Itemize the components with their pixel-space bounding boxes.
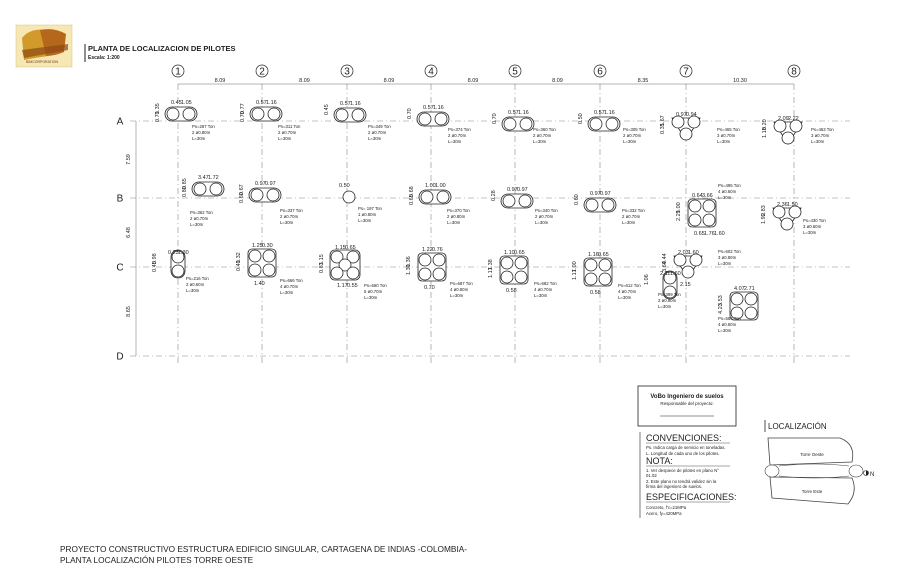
dim-A4-2: 1.16	[433, 105, 444, 111]
pile-label-C7b-1: Ps=399 Ton	[658, 292, 681, 297]
dim-C3-5: 1.17	[337, 283, 348, 289]
pile-label-C7c-3: L=30m	[718, 328, 732, 333]
dim-A8-2: 2.22	[788, 116, 799, 122]
pile-label-C6-3: L=30m	[618, 295, 632, 300]
pile-C4-2	[433, 254, 445, 266]
pile-C4-4	[433, 268, 445, 280]
pile-label-B7-1: Ps=495 Ton	[718, 183, 741, 188]
pile-cap-A1	[155, 100, 197, 122]
pile-B7-3	[689, 214, 701, 226]
axis-label-col-6: 6	[597, 66, 603, 78]
dim-C7c-3: 3.53	[718, 295, 724, 306]
dim-C7a-1: 2.03	[678, 250, 689, 256]
pile-label-A8-2: 3 ø0.70m	[811, 133, 830, 138]
dim-B6-3: 0.60	[574, 194, 580, 205]
nota-line-4: firma del ingeniero de suelos.	[646, 484, 703, 489]
pile-C5-2	[515, 257, 527, 269]
pile-label-A5-2: 2 ø0.70m	[533, 133, 552, 138]
axis-label-row-D: D	[116, 351, 124, 363]
dim-B5-3: 0.28	[491, 190, 497, 201]
dim-C6-4: 1.17	[572, 269, 578, 280]
pile-C5-3	[501, 271, 513, 283]
pile-B7-1	[689, 200, 701, 212]
pile-label-B8-2: 3 ø0.60m	[803, 224, 822, 229]
pile-C2-4	[263, 264, 275, 276]
pile-label-B6-3: L=30m	[622, 220, 636, 225]
pile-label-B2-3: L=30m	[280, 220, 294, 225]
pile-cap-A7	[660, 112, 700, 140]
pile-cap-B1	[182, 175, 224, 197]
pile-label-A3-2: 2 ø0.70m	[368, 130, 387, 135]
pile-label-C5-3: L=30m	[534, 293, 548, 298]
dim-C3-4: 0.83	[319, 262, 325, 273]
pile-B6-2	[602, 199, 614, 211]
dim-C5-2: 0.65	[514, 250, 525, 256]
dim-B7-3: 1.00	[676, 202, 682, 213]
dim-C4-1: 1.22	[422, 247, 433, 253]
pile-A3-2	[352, 109, 364, 121]
pile-A7-3	[680, 128, 692, 140]
dim-B8-1: 2.36	[777, 202, 788, 208]
pile-label-A5-3: L=30m	[533, 139, 547, 144]
dim-B8-4: 1.90	[761, 213, 767, 224]
axis-label-row-C: C	[116, 262, 124, 274]
pile-B7-2	[703, 200, 715, 212]
dim-B5-1: 0.97	[507, 187, 518, 193]
dim-C3-6: 0.55	[347, 283, 358, 289]
pile-cap-C4	[406, 247, 446, 291]
dim-A8-1: 2.09	[778, 116, 789, 122]
dim-A6-2: 1.16	[604, 110, 615, 116]
pile-C5-4	[515, 271, 527, 283]
row-spacing-3: 8.65	[126, 306, 132, 317]
pile-cap-C6	[572, 252, 612, 296]
pile-cap-A3	[324, 101, 366, 122]
column-spacing-7: 10.30	[733, 78, 747, 84]
dim-A5-3: 0.70	[492, 113, 498, 124]
dim-A2-1: 0.57	[256, 100, 267, 106]
pile-cap-C5	[488, 250, 528, 294]
pile-cap-B2	[239, 181, 281, 203]
axis-label-col-4: 4	[428, 66, 434, 78]
axis-label-col-1: 1	[175, 66, 181, 78]
dim-B2-4: 0.60	[239, 192, 245, 203]
pile-label-A4-2: 2 ø0.70m	[448, 133, 467, 138]
pile-B3-1	[343, 191, 355, 203]
pile-A4-2	[435, 113, 447, 125]
pile-B2-2	[267, 189, 279, 201]
pile-B1-2	[210, 183, 222, 195]
axis-label-col-8: 8	[791, 66, 797, 78]
dim-C4-3: 1.36	[406, 256, 412, 267]
location-map	[765, 420, 874, 504]
pile-A1-1	[167, 108, 179, 120]
dim-A2-2: 1.16	[266, 100, 277, 106]
pile-label-A5-1: Ps=360 Ton	[533, 127, 556, 132]
dim-A4-1: 0.57	[423, 105, 434, 111]
dim-C1-4: 0.45	[152, 261, 158, 272]
vobo-subtitle: Responsable del proyecto:	[660, 401, 714, 406]
dim-C3-1: 1.15	[335, 245, 346, 251]
column-spacing-1: 8.09	[214, 78, 226, 84]
dim-C7c-2: 2.71	[744, 286, 755, 292]
pile-label-A1-3: L=30m	[192, 136, 206, 141]
pile-label-B3-3: L=30m	[358, 218, 372, 223]
dim-C1-3: 0.98	[152, 253, 158, 264]
dim-A5-1: 0.57	[508, 110, 519, 116]
pile-label-C2-2: 4 ø0.70m	[280, 284, 299, 289]
pile-B7-4	[703, 214, 715, 226]
pile-label-B7-2: 4 ø0.60m	[718, 189, 737, 194]
pile-C7c-1	[731, 293, 743, 305]
dim-C6-5: 0.58	[590, 290, 601, 296]
dim-C1-2: 1.30	[178, 250, 189, 256]
dim-B8-2: 1.50	[787, 202, 798, 208]
dim-C7c-4: 4.23	[718, 303, 724, 314]
pile-label-B6-1: Ps=332 Ton	[622, 208, 645, 213]
row-spacing-1: 7.59	[126, 154, 132, 165]
pile-label-C7a-3: L=30m	[718, 261, 732, 266]
dim-B3-1: 0.50	[339, 183, 350, 189]
page-title: PLANTA DE LOCALIZACION DE PILOTES	[88, 44, 236, 53]
dim-C2-1: 1.25	[252, 243, 263, 249]
pile-C4-1	[419, 254, 431, 266]
dim-A1-2: 1.05	[181, 100, 192, 106]
dim-C7b-3: 1.06	[644, 274, 650, 285]
nota-line-1: 1. Ver despiece de pilotes en plano N°	[646, 468, 719, 473]
dim-A6-3: 0.50	[578, 113, 584, 124]
dim-B2-1: 0.97	[255, 181, 266, 187]
dim-C6-2: 0.65	[598, 252, 609, 258]
pile-label-C3-2: 5 ø0.70m	[364, 289, 383, 294]
dim-B4-3: 0.68	[409, 186, 415, 197]
pile-cap-B5	[491, 187, 533, 208]
pile-A8-3	[782, 132, 794, 144]
torre-oeste-label: Torre Oeste	[800, 452, 824, 457]
row-spacing-2: 6.48	[126, 227, 132, 238]
pile-cap-A2	[240, 100, 282, 122]
pile-B8-3	[781, 218, 793, 230]
pile-label-A4-3: L=30m	[448, 139, 462, 144]
pile-A3-1	[336, 109, 348, 121]
pile-C2-2	[263, 250, 275, 262]
pile-C6-3	[585, 273, 597, 285]
nota-line-2: 01.02	[646, 473, 657, 478]
dim-C7b-2: 1.60	[670, 271, 681, 277]
dim-C7a-3: 0.44	[662, 253, 668, 264]
pile-C1-2	[172, 265, 184, 277]
dim-C7b-1: 2.11	[660, 271, 671, 277]
pile-label-C4-3: L=30m	[450, 293, 464, 298]
scale-label: Escala: 1:200	[88, 55, 120, 61]
footer-project-line: PROYECTO CONSTRUCTIVO ESTRUCTURA EDIFICIO SINGULAR, CARTAGENA DE INDIAS -COLOMBIA-	[60, 544, 468, 554]
pile-label-B7-3: L=30m	[718, 195, 732, 200]
dim-A4-3: 0.70	[407, 108, 413, 119]
pile-label-B2-1: Ps=337 Ton	[280, 208, 303, 213]
company-logo	[16, 25, 72, 67]
pile-label-B1-1: Ps=362 Ton	[190, 210, 213, 215]
dim-A1-4: 0.70	[155, 111, 161, 122]
pile-label-C7b-3: L=30m	[658, 304, 672, 309]
pile-caps	[152, 100, 802, 320]
pile-C7c-2	[745, 293, 757, 305]
dim-B7-4: 2.29	[676, 210, 682, 221]
pile-label-B4-3: L=30m	[447, 220, 461, 225]
pile-label-C4-1: Ps=687 Ton	[450, 281, 473, 286]
dim-A3-2: 1.16	[350, 101, 361, 107]
pile-label-C5-2: 4 ø0.70m	[534, 287, 553, 292]
dim-B4-4: 0.65	[409, 194, 415, 205]
dim-B7-1: 0.64	[692, 193, 703, 199]
pile-B2-1	[251, 189, 263, 201]
localizacion-title: LOCALIZACIÓN	[768, 422, 827, 431]
dim-A7-3: 1.67	[660, 115, 666, 126]
pile-label-C7a-2: 3 ø0.80m	[718, 255, 737, 260]
dim-B1-2: 1.72	[208, 175, 219, 181]
dim-C5-5: 0.58	[506, 288, 517, 294]
pile-label-B5-3: L=30m	[535, 220, 549, 225]
pile-cap-C7c	[718, 286, 758, 320]
pile-A2-2	[268, 108, 280, 120]
pile-label-A7-3: L=30m	[717, 139, 731, 144]
dim-C1-1: 0.23	[168, 250, 179, 256]
pile-label-A7-1: Ps=465 Ton	[717, 127, 740, 132]
pile-label-C7a-1: Ps=602 Ton	[718, 249, 741, 254]
pile-cap-B8	[761, 202, 801, 230]
dim-B5-2: 0.97	[517, 187, 528, 193]
pile-label-A6-1: Ps=305 Ton	[623, 127, 646, 132]
pile-label-C1-3: L=30m	[186, 288, 200, 293]
dim-B6-2: 0.97	[600, 191, 611, 197]
dim-C3-2: 0.65	[345, 245, 356, 251]
convenciones-line-1: Ps. Indica carga de servicio en toneladas.	[646, 445, 726, 450]
pile-label-C5-1: Ps=682 Ton	[534, 281, 557, 286]
pile-A6-2	[606, 118, 618, 130]
pile-A1-2	[183, 108, 195, 120]
dim-C4-4: 1.30	[406, 264, 412, 275]
dim-C7a-2: 1.60	[688, 250, 699, 256]
pile-label-B3-2: 1 ø0.80m	[358, 212, 377, 217]
dim-B7-5: 0.65	[694, 231, 705, 237]
dim-B7-7: 1.60	[714, 231, 725, 237]
pile-A2-1	[252, 108, 264, 120]
dim-C2-5: 1.40	[254, 281, 265, 287]
pile-label-C3-3: L=30m	[364, 295, 378, 300]
pile-label-A6-2: 2 ø0.70m	[623, 133, 642, 138]
dim-C6-3: 1.00	[572, 261, 578, 272]
dim-A2-3: 0.77	[240, 103, 246, 114]
pile-label-B4-1: Ps=370 Ton	[447, 208, 470, 213]
dim-C5-3: 1.38	[488, 259, 494, 270]
pile-label-C2-3: L=30m	[280, 290, 294, 295]
pile-cap-B4	[409, 183, 451, 205]
pile-cap-B6	[574, 191, 616, 212]
pile-A5-1	[504, 118, 516, 130]
pile-label-B1-3: L=30m	[190, 222, 204, 227]
dim-B7-6: 1.76	[704, 231, 715, 237]
pile-C7c-4	[745, 307, 757, 319]
pile-label-B5-1: Ps=340 Ton	[535, 208, 558, 213]
pile-label-A3-1: Ps=349 Ton	[368, 124, 391, 129]
pile-label-C6-2: 4 ø0.70m	[618, 289, 637, 294]
nota-title: NOTA:	[646, 456, 673, 466]
pile-C4-3	[419, 268, 431, 280]
pile-C3-4	[331, 267, 343, 279]
pile-C7a-3	[682, 266, 694, 278]
pile-C2-1	[249, 250, 261, 262]
axis-label-col-5: 5	[512, 66, 518, 78]
pile-B5-1	[503, 195, 515, 207]
dim-A7-4: 0.35	[660, 123, 666, 134]
pile-label-B8-3: L=30m	[803, 230, 817, 235]
pile-label-A8-1: Ps=463 Ton	[811, 127, 834, 132]
dim-A3-1: 0.57	[340, 101, 351, 107]
dim-A6-1: 0.57	[594, 110, 605, 116]
footer-plan-line: PLANTA LOCALIZACIÓN PILOTES TORRE OESTE	[60, 555, 254, 565]
column-spacing-5: 8.09	[552, 78, 563, 84]
dim-C5-4: 1.17	[488, 267, 494, 278]
especificaciones-title: ESPECIFICACIONES:	[646, 492, 737, 502]
dim-B1-1: 3.47	[198, 175, 209, 181]
dim-A5-2: 1.16	[518, 110, 529, 116]
pile-C3-5	[347, 267, 359, 279]
pile-label-B3-1: Ps= 197 Ton	[358, 206, 382, 211]
nota-line-3: 2. Este plano no tendrá validez sin la	[646, 479, 717, 484]
dim-C4-2: 0.76	[432, 247, 443, 253]
pile-label-A2-2: 2 ø0.70m	[278, 130, 297, 135]
dim-B4-1: 1.00	[425, 183, 436, 189]
dim-C2-2: 0.30	[262, 243, 273, 249]
convenciones-title: CONVENCIONES:	[646, 433, 722, 443]
pile-label-C3-1: Ps=660 Ton	[364, 283, 387, 288]
column-spacing-4: 8.09	[467, 78, 479, 84]
pile-label-C2-1: Ps=666 Ton	[280, 278, 303, 283]
pile-label-A1-2: 2 ø0.80m	[192, 130, 211, 135]
logo-text: BIMCORPORATION	[25, 60, 59, 64]
pile-C2-3	[249, 264, 261, 276]
dim-B2-2: 0.97	[265, 181, 276, 187]
axis-label-row-B: B	[116, 193, 124, 205]
dim-A3-3: 0.45	[324, 104, 330, 115]
pile-C6-4	[599, 273, 611, 285]
axis-label-row-A: A	[116, 116, 124, 128]
column-spacing-2: 8.09	[299, 78, 310, 84]
pile-cap-B3	[339, 183, 355, 203]
dim-B6-1: 0.97	[590, 191, 601, 197]
pile-B4-1	[421, 191, 433, 203]
pile-label-C4-2: 4 ø0.80m	[450, 287, 469, 292]
convenciones-line-2: L. Longitud de cada uno de los pilotes.	[646, 451, 720, 456]
pile-B4-2	[437, 191, 449, 203]
dim-C6-1: 1.16	[588, 252, 599, 258]
dim-C7a-5: 2.15	[680, 282, 691, 288]
pile-B6-1	[586, 199, 598, 211]
dim-C2-4: 0.40	[236, 260, 242, 271]
north-label: N	[870, 472, 875, 478]
torre-este-label: Torre Este	[801, 489, 823, 494]
dim-B7-2: 3.66	[702, 193, 713, 199]
pile-label-C6-1: Ps=612 Ton	[618, 283, 641, 288]
pile-label-B1-2: 2 ø0.70m	[190, 216, 209, 221]
dim-B8-3: 2.83	[761, 205, 767, 216]
pile-label-C7b-2: 2 ø0.80m	[658, 298, 677, 303]
dim-C3-3: 1.15	[319, 254, 325, 265]
dim-B4-2: 1.00	[435, 183, 446, 189]
pile-B1-1	[194, 183, 206, 195]
pile-label-B8-1: Ps=430 Ton	[803, 218, 826, 223]
pile-label-A7-2: 3 ø0.70m	[717, 133, 736, 138]
dim-C7c-1: 4.07	[734, 286, 745, 292]
pile-label-A8-3: L=30m	[811, 139, 825, 144]
dim-B2-3: 0.67	[239, 184, 245, 195]
pile-label-C1-2: 2 ø0.60m	[186, 282, 205, 287]
pile-C6-2	[599, 259, 611, 271]
pile-A4-1	[419, 113, 431, 125]
pile-label-B2-2: 2 ø0.70m	[280, 214, 299, 219]
pile-label-C1-1: Ps=216 Ton	[186, 276, 209, 281]
pile-label-A1-1: Ps=287 Ton	[192, 124, 215, 129]
especificaciones-line-1: Concreto, f'c=21MPa	[646, 505, 687, 510]
axis-label-col-2: 2	[259, 66, 265, 78]
dim-A7-2: 0.94	[686, 112, 697, 118]
pile-label-C7c-1: Ps=584 Ton	[718, 316, 741, 321]
dim-B1-3: 0.85	[182, 178, 188, 189]
dim-C2-3: 1.32	[236, 252, 242, 263]
dim-A7-1: 0.97	[676, 112, 687, 118]
pile-A5-2	[520, 118, 532, 130]
dim-B1-4: 0.80	[182, 186, 188, 197]
pile-cap-C2	[236, 243, 276, 287]
dim-A1-1: 0.45	[171, 100, 182, 106]
especificaciones-line-2: Acero, fy=420MPa	[646, 511, 682, 516]
pile-cap-A4	[407, 105, 449, 126]
pile-label-A4-1: Ps=374 Ton	[448, 127, 471, 132]
dim-A1-3: 1.35	[155, 103, 161, 114]
pile-cap-A5	[492, 110, 534, 131]
pile-cap-C1	[152, 250, 189, 278]
pile-C6-1	[585, 259, 597, 271]
pile-label-B4-2: 2 ø0.80m	[447, 214, 466, 219]
dim-A8-4: 1.18	[762, 127, 768, 138]
dim-C7a-4: 3.64	[662, 261, 668, 272]
pile-label-A2-3: L=30m	[278, 136, 292, 141]
pile-label-B6-2: 2 ø0.70m	[622, 214, 641, 219]
pile-B5-2	[519, 195, 531, 207]
pile-C5-1	[501, 257, 513, 269]
dim-C4-5: 0.70	[424, 285, 435, 291]
pile-label-A3-3: L=30m	[368, 136, 382, 141]
dim-C5-1: 1.10	[504, 250, 515, 256]
pile-cap-A8	[762, 116, 802, 144]
column-spacing-3: 8.09	[383, 78, 395, 84]
dim-A8-3: 0.20	[762, 119, 768, 130]
pile-cap-A6	[578, 110, 620, 131]
pile-A6-1	[590, 118, 602, 130]
pile-label-C7c-2: 4 ø0.60m	[718, 322, 737, 327]
pile-label-B5-2: 2 ø0.70m	[535, 214, 554, 219]
pile-label-A2-1: Ps=311 Ton	[278, 124, 301, 129]
dim-A2-4: 0.70	[240, 111, 246, 122]
axis-label-col-3: 3	[344, 66, 350, 78]
pile-label-A6-3: L=30m	[623, 139, 637, 144]
vobo-box	[638, 386, 736, 426]
vobo-title: VoBo Ingeniero de suelos	[650, 394, 724, 400]
column-spacing-6: 8.35	[637, 78, 649, 84]
axis-label-col-7: 7	[683, 66, 689, 78]
